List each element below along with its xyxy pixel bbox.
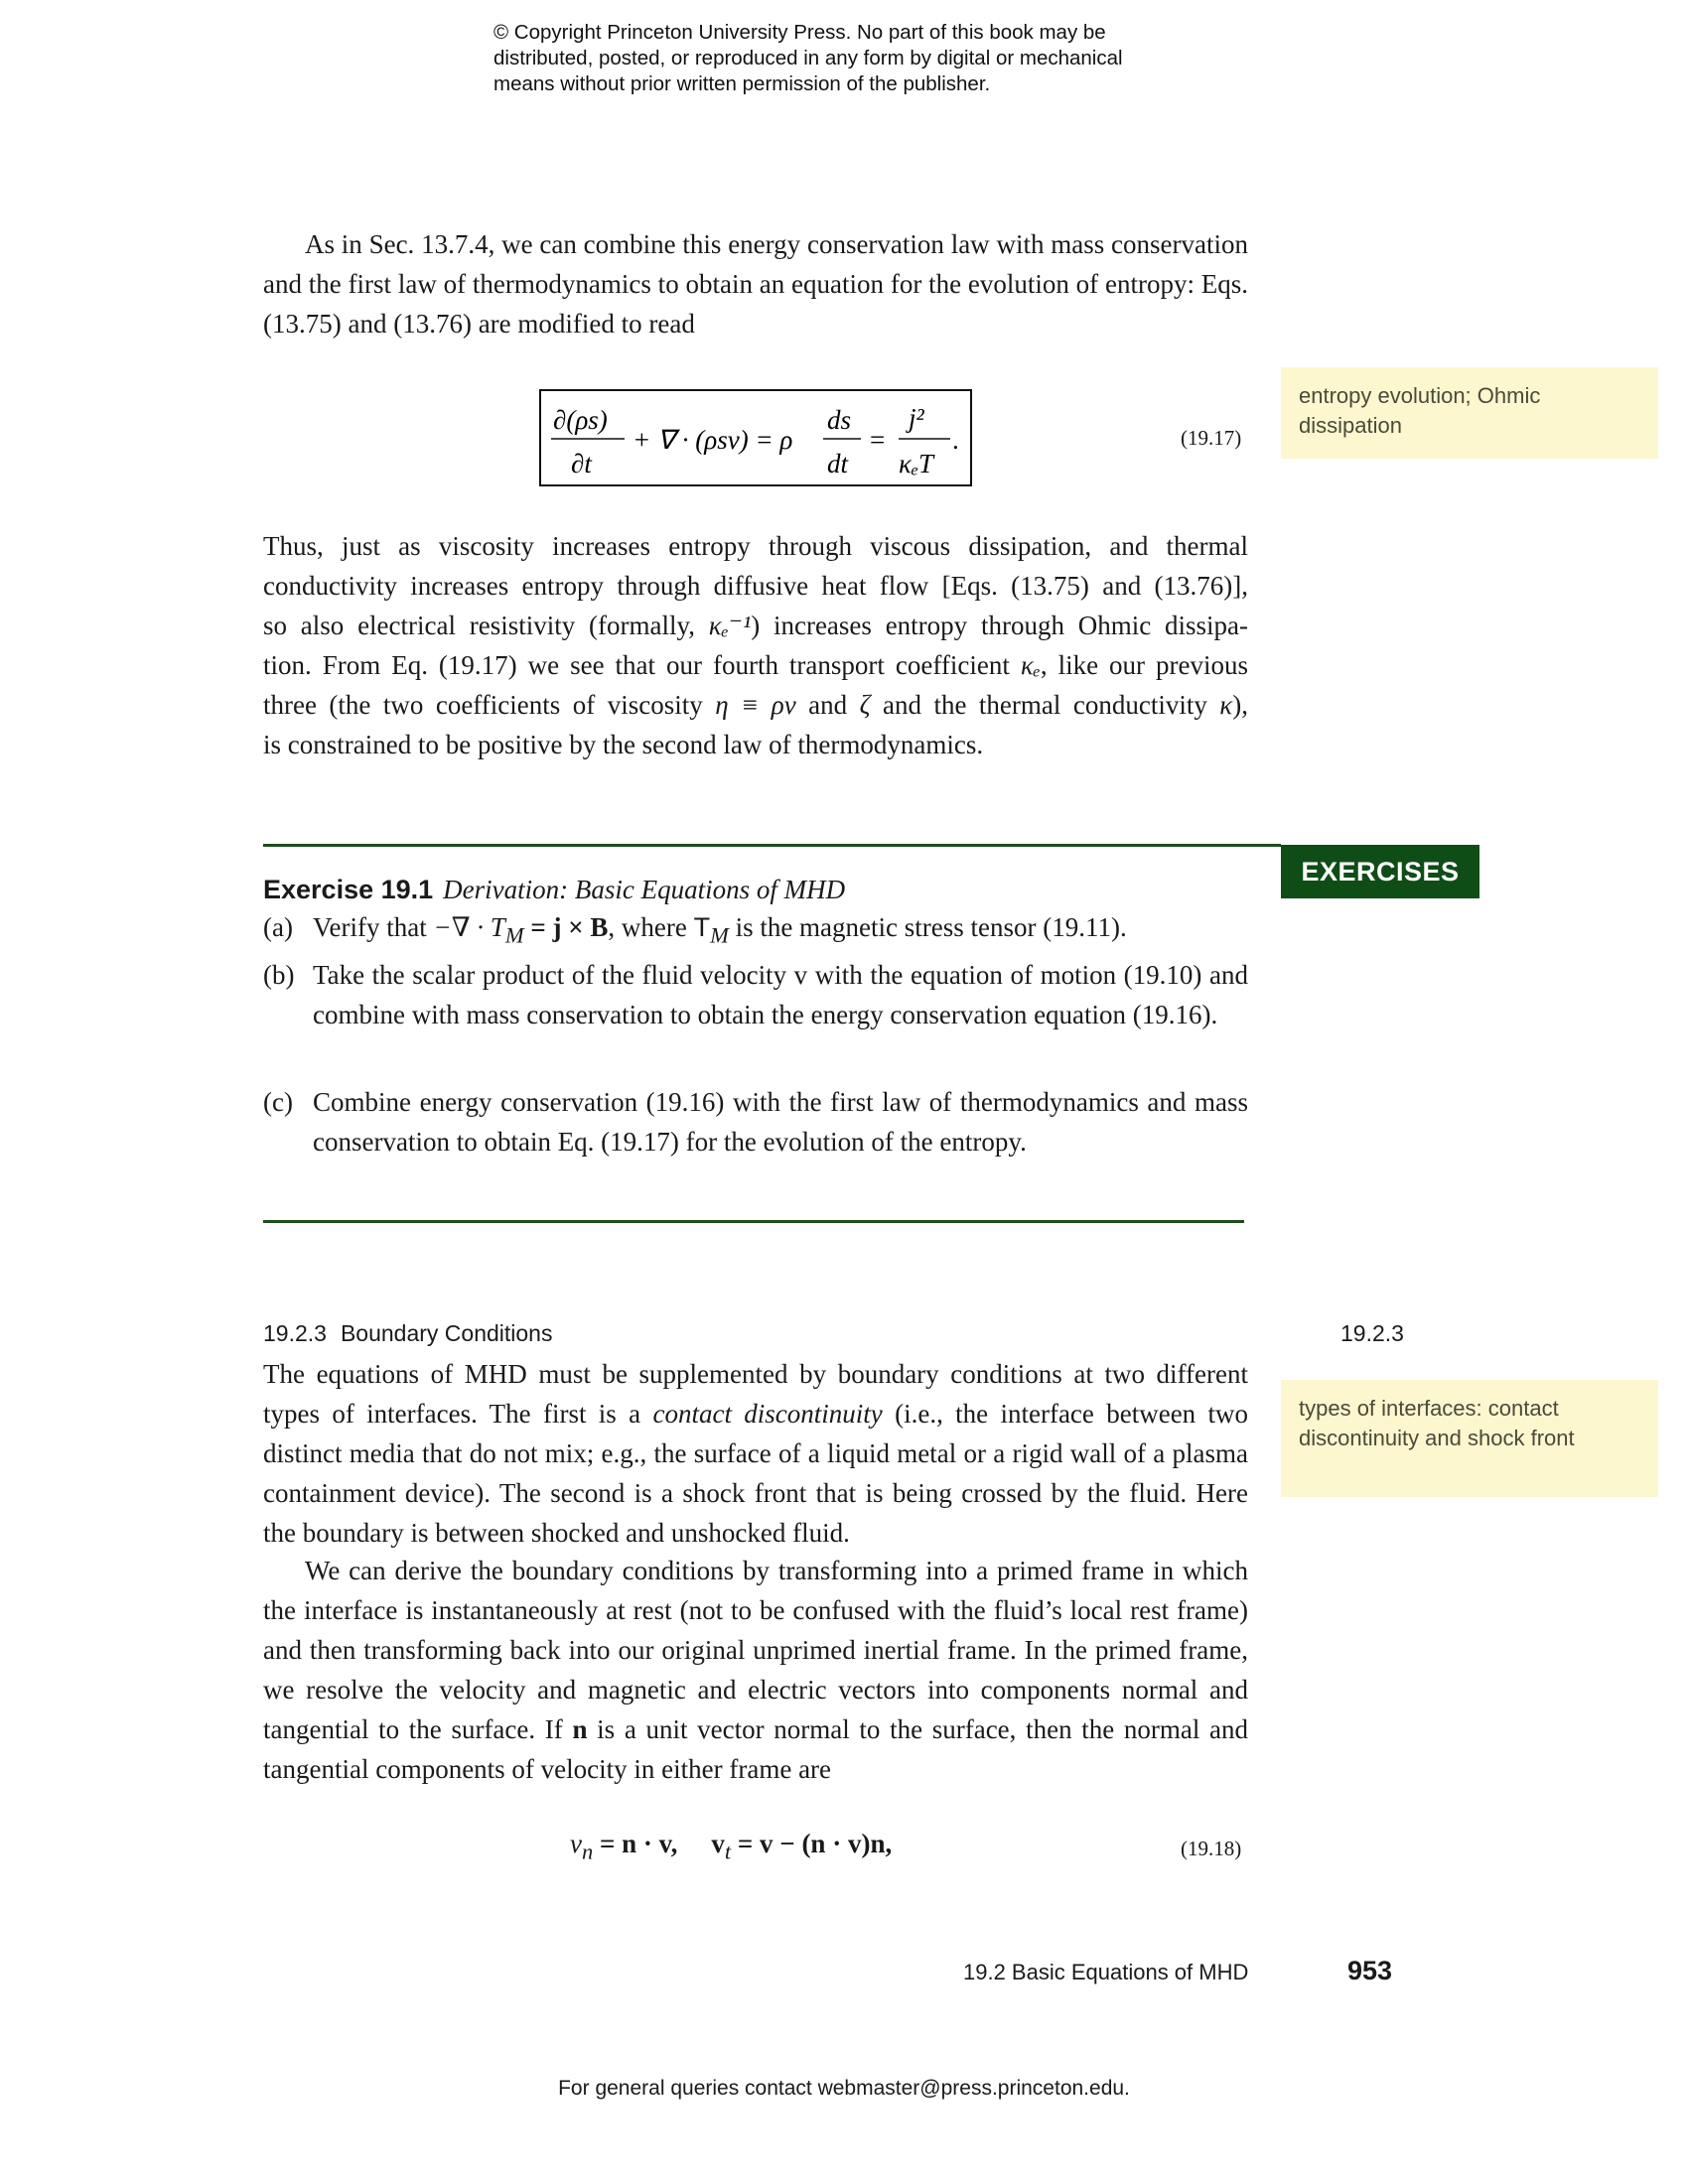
section-title: Boundary Conditions: [340, 1320, 553, 1346]
exercise-part-c: [263, 1082, 1248, 1161]
part-text: , where: [608, 912, 694, 942]
eq-frac1-numerator: ∂(ρs): [553, 405, 608, 435]
eq-period: .: [952, 425, 959, 455]
math-sub: M: [710, 922, 729, 948]
math-sub: M: [504, 922, 524, 948]
section-number: 19.2.3: [263, 1320, 327, 1346]
para-emphasis: contact discontinuity: [652, 1399, 883, 1429]
part-c-body: Combine energy conservation (19.16) with the first law of thermodynamics and mass conservation to obtain Eq. (19.17) for the evolution of the entropy.: [313, 1087, 1248, 1157]
copyright-notice: [493, 20, 1248, 97]
math: = j × B: [523, 912, 609, 942]
section-margin-number: 19.2.3: [1340, 1320, 1404, 1346]
part-text: is the magnetic stress tensor (19.11).: [728, 912, 1127, 942]
thus-line: [263, 685, 1248, 725]
kappa-e-inverse: κₑ⁻¹: [708, 611, 752, 640]
boundary-paragraph-1: [263, 1354, 1248, 1553]
eq18-part1: = n · v,: [593, 1829, 678, 1858]
eq-frac3-numerator: j²: [909, 403, 924, 433]
thus-text: , like our previous: [1040, 650, 1248, 680]
intro-text: As in Sec. 13.7.4, we can combine this energy conservation law with mass conservation and the first law of thermodynamics to obtain an equation for the evolution of entropy: Eqs. (13.75) and (13.76) are modified to read: [263, 229, 1248, 339]
exercises-top-rule: [263, 844, 1281, 847]
thus-line: [263, 645, 1248, 685]
copyright-line: distributed, posted, or reproduced in any form by digital or mechanical: [493, 47, 1123, 69]
exercise-heading: [263, 870, 845, 909]
thus-text: tion. From Eq. (19.17) we see that our fourth transport coefficient: [263, 650, 1021, 680]
eq-frac2-numerator: ds: [827, 405, 852, 435]
thus-text: so also electrical resistivity (formally,: [263, 611, 709, 640]
eq18-vt: v: [711, 1829, 725, 1858]
exercise-part-a: [263, 907, 1248, 955]
thus-paragraph: [263, 526, 1248, 764]
section-heading: [263, 1320, 552, 1347]
thus-text: and the thermal conductivity: [870, 690, 1220, 720]
para-bold: n: [572, 1714, 588, 1744]
copyright-line: © Copyright Princeton University Press. No part of this book may be: [493, 21, 1106, 44]
part-tag: (a): [263, 912, 293, 942]
eq-frac2-denominator: dt: [827, 449, 849, 478]
thus-line: conductivity increases entropy through diffusive heat flow [Eqs. (13.75) and (13.76)],: [263, 571, 1248, 601]
eta-eq: η ≡ ρν: [715, 690, 796, 720]
kappa: κ: [1219, 690, 1233, 720]
copyright-line: means without prior written permission of the publisher.: [493, 72, 991, 95]
thus-text: three (the two coefficients of viscosity: [263, 690, 716, 720]
thus-text: and: [795, 690, 860, 720]
equation-19-17: [541, 391, 974, 488]
eq-middle: + ∇ · (ρsv) = ρ: [633, 425, 793, 455]
eq-equals: =: [870, 425, 886, 455]
equation-number-19-18: (19.18): [1181, 1837, 1242, 1860]
para-text: is a unit vector normal to the surface, then the normal and tangential components of velocity in either frame are: [263, 1714, 1249, 1784]
kappa-e: κₑ: [1020, 650, 1041, 680]
contact-note: For general queries contact webmaster@press.princeton.edu.: [558, 2077, 1130, 2100]
thus-line: Thus, just as viscosity increases entropy through viscous dissipation, and thermal: [263, 531, 1248, 561]
part-a-body: [313, 907, 1248, 955]
thus-line: is constrained to be positive by the second law of thermodynamics.: [263, 730, 984, 759]
eq18-part2: = v − (n · v)n,: [731, 1829, 893, 1858]
part-tag: (c): [263, 1087, 293, 1117]
thus-text: ) increases entropy through Ohmic dissipa-: [751, 611, 1248, 640]
exercise-title: Derivation: Basic Equations of MHD: [443, 875, 846, 904]
equation-19-18: [570, 1829, 892, 1864]
margin-note-interfaces: types of interfaces: contact discontinuity and shock front: [1281, 1380, 1658, 1497]
eq18-sub-n: n: [581, 1839, 594, 1864]
part-b-body: Take the scalar product of the fluid velocity v with the equation of motion (19.10) and combine with mass conservation to obtain the energy conservation equation (19.16).: [313, 960, 1248, 1029]
exercises-bottom-rule: [263, 1220, 1244, 1223]
exercise-label: Exercise 19.1: [263, 875, 434, 904]
thus-line: [263, 606, 1248, 645]
part-text: Verify that: [313, 912, 434, 942]
equation-19-17-box: [539, 389, 972, 486]
exercises-tab: EXERCISES: [1281, 845, 1479, 898]
para-text: We can derive the boundary conditions by transforming into a primed frame in which the interface is instantaneously at rest (not to be confused with the fluid’s local rest frame) and then transforming back into our original unprimed inertial frame. In the primed frame, we resolve the velocity and magnetic and electric vectors into components normal and tangential to the surface. If: [263, 1556, 1248, 1744]
exercise-part-b: [263, 955, 1248, 1034]
eq-frac1-denominator: ∂t: [571, 449, 592, 478]
eq18-sub-t: t: [724, 1839, 732, 1864]
para-text: The equations of MHD must be supplemented by boundary conditions at two different types of interfaces. The first is a: [263, 1359, 1248, 1429]
page-number: 953: [1347, 1956, 1393, 1985]
thus-text: ),: [1232, 690, 1249, 720]
math: −∇ · T: [433, 912, 505, 942]
eq18-v: v: [570, 1829, 582, 1858]
part-tag: (b): [263, 960, 295, 990]
equation-number-19-17: (19.17): [1181, 426, 1242, 450]
running-footer: 19.2 Basic Equations of MHD: [963, 1960, 1249, 1984]
intro-paragraph: [263, 224, 1248, 343]
boundary-paragraph-2: [263, 1551, 1248, 1789]
zeta: ζ: [859, 690, 871, 720]
eq-frac3-denominator: κₑT: [899, 449, 934, 478]
margin-note-entropy: entropy evolution; Ohmic dissipation: [1281, 367, 1658, 459]
math: T: [693, 912, 711, 942]
para-text: (i.e., the interface between two distinct media that do not mix; e.g., the surface of a liquid metal or a rigid wall of a plasma containment device). The second is a shock front that is being crossed by the fluid. Here the boundary is between shocked and unshocked fluid.: [263, 1399, 1249, 1548]
